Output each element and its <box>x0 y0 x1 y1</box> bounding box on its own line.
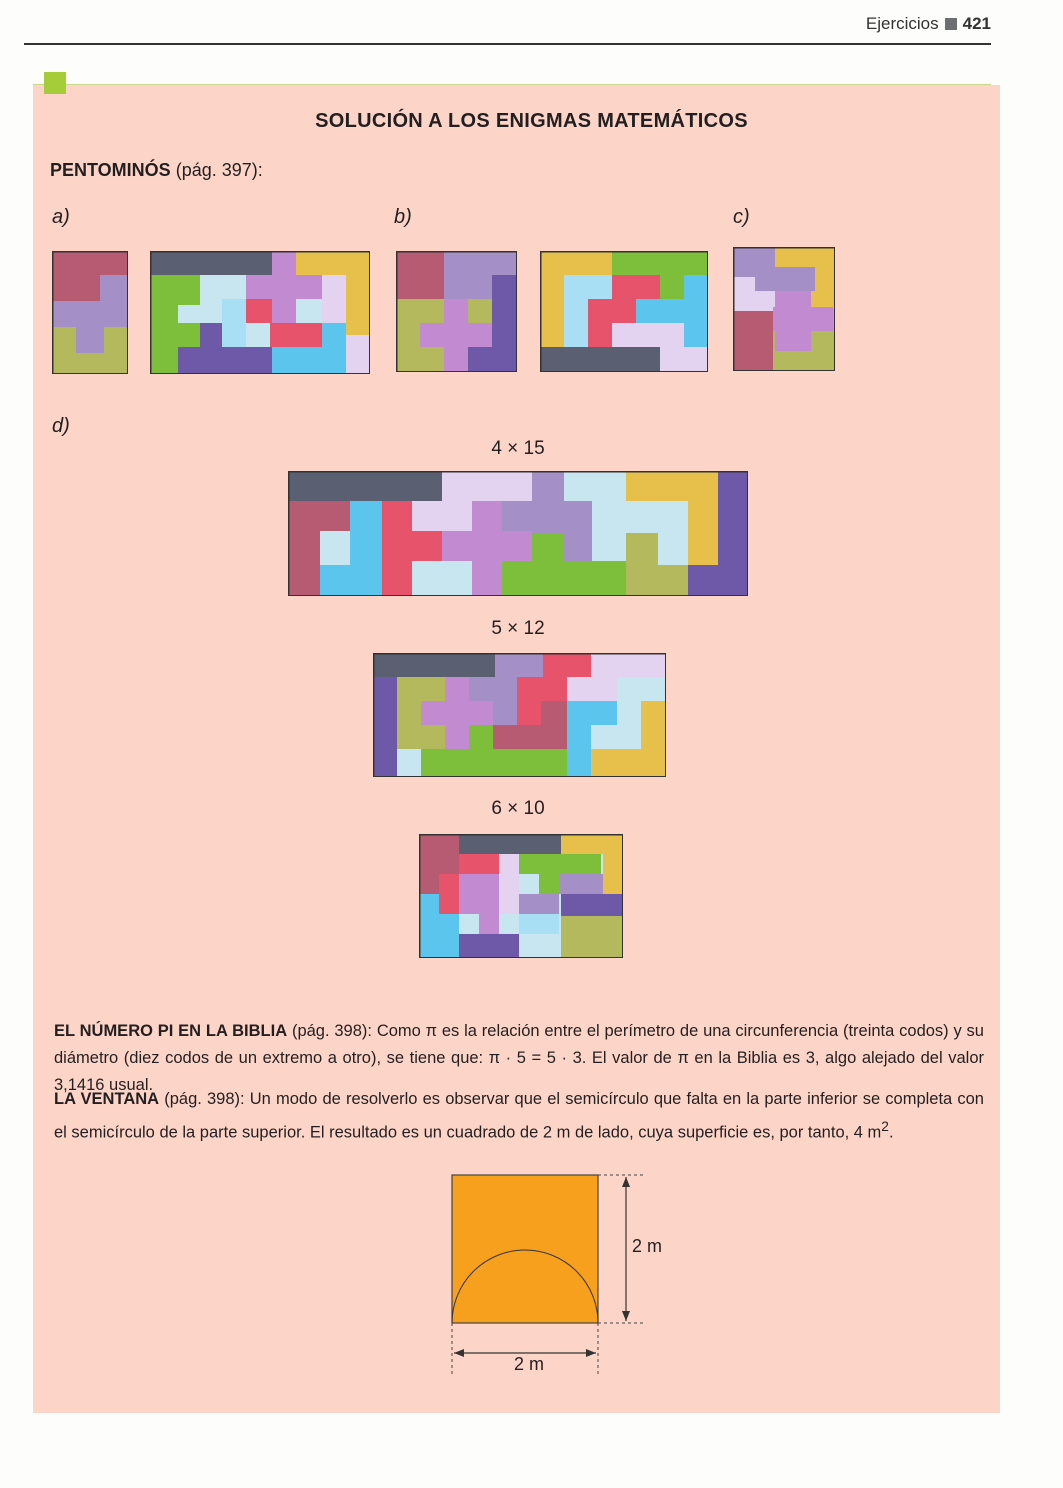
window-bottom-label: 2 m <box>514 1354 545 1374</box>
dimension-5x12: 5 × 12 <box>491 618 545 639</box>
puzzle-4x15 <box>288 471 748 596</box>
label-c: c) <box>733 206 750 228</box>
puzzle-a-large <box>150 251 370 374</box>
ventana-heading: LA VENTANA <box>54 1090 160 1108</box>
puzzle-5x12 <box>373 653 666 777</box>
pi-text: Como π es la relación entre el perímetro de una circunferencia (treinta codos) y su diámetro (diez codos de un extremo a otro), se tiene que: π · 5 = 5 · 3. El valor de π en la Biblia es 3, algo alejado del valor 3,1416 usual. <box>54 1022 984 1094</box>
dimension-4x15: 4 × 15 <box>491 438 545 459</box>
puzzle-b-small <box>396 251 517 372</box>
section-title: Ejercicios <box>865 14 939 33</box>
page-number: 421 <box>962 14 991 33</box>
puzzle-a-small <box>52 251 128 374</box>
label-b: b) <box>394 206 412 228</box>
pentominos-heading <box>50 160 263 181</box>
window-figure <box>440 1165 680 1380</box>
pentominos-title: PENTOMINÓS <box>50 160 171 180</box>
window-side-label: 2 m <box>632 1236 663 1256</box>
ventana-text-end: . <box>888 1123 894 1142</box>
puzzle-6x10 <box>419 834 623 958</box>
ventana-exponent: 2 <box>881 1119 889 1134</box>
pentominos-page-ref: (pág. 397): <box>175 160 263 180</box>
square-bullet-icon <box>945 18 957 30</box>
panel-top-line <box>33 84 991 85</box>
header-rule <box>24 43 991 45</box>
puzzle-c <box>733 247 835 371</box>
puzzle-b-large <box>540 251 708 372</box>
ventana-paragraph <box>54 1086 984 1147</box>
ventana-page-ref: (pág. 398): <box>164 1090 245 1108</box>
label-d: d) <box>52 415 70 437</box>
dimension-6x10: 6 × 10 <box>491 798 545 819</box>
section-heading: SOLUCIÓN A LOS ENIGMAS MATEMÁTICOS <box>315 110 748 132</box>
pi-page-ref: (pág. 398): <box>291 1022 372 1040</box>
green-square-marker <box>44 72 66 94</box>
label-a: a) <box>52 206 70 228</box>
page-header <box>866 14 991 34</box>
pi-heading: EL NÚMERO PI EN LA BIBLIA <box>54 1022 288 1040</box>
ventana-text: Un modo de resolverlo es observar que el semicírculo que falta en la parte inferior se completa con el semicírculo de la parte superior. El resultado es un cuadrado de 2 m de lado, cuya superficie es, por tanto, 4 m <box>54 1090 984 1142</box>
